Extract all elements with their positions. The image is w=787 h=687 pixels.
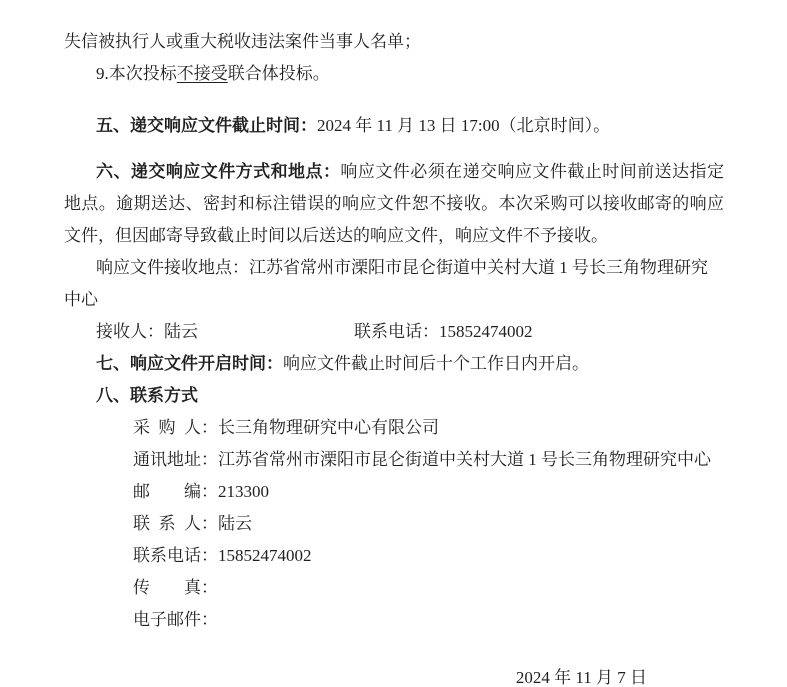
- field-address-label: 通讯地址: [133, 450, 201, 469]
- field-purchaser: [133, 412, 724, 444]
- section8-heading: 八、联系方式: [96, 386, 198, 405]
- field-contact-person: [133, 508, 724, 540]
- receiver-group: [96, 316, 354, 348]
- section5-heading: 五、递交响应文件截止时间：: [96, 116, 317, 135]
- section6-heading: 六、递交响应文件方式和地点：: [96, 162, 341, 181]
- field-postcode-label: 邮编: [133, 482, 201, 501]
- field-contact-phone-value: 15852474002: [218, 546, 312, 565]
- section7-line: [64, 348, 724, 380]
- section5-deadline-line: [64, 110, 724, 142]
- field-colon: ：: [201, 546, 218, 565]
- field-colon: ：: [201, 514, 218, 533]
- field-email-label: 电子邮件: [133, 610, 201, 629]
- consortium-prefix: 9.本次投标: [96, 64, 177, 83]
- contact-fields: [64, 412, 724, 636]
- section7-text: 响应文件截止时间后十个工作日内开启。: [283, 354, 589, 373]
- field-purchaser-label: 采购人: [133, 418, 201, 437]
- receive-location-line: [64, 252, 724, 316]
- field-address: [133, 444, 724, 476]
- field-colon: ：: [201, 482, 218, 501]
- consortium-suffix: 联合体投标。: [227, 64, 330, 83]
- field-contact-phone: [133, 540, 724, 572]
- consortium-line: [64, 58, 724, 90]
- field-colon: ：: [201, 450, 218, 469]
- receiver-value: 陆云: [164, 322, 198, 341]
- field-address-value: 江苏省常州市溧阳市昆仑街道中关村大道 1 号长三角物理研究中心: [218, 450, 711, 469]
- field-email: [133, 604, 724, 636]
- field-purchaser-value: 长三角物理研究中心有限公司: [218, 418, 439, 437]
- document-date: 2024 年 11 月 7 日: [515, 668, 647, 687]
- receive-location-label: 响应文件接收地点：: [96, 258, 249, 277]
- section7-heading: 七、响应文件开启时间：: [96, 354, 283, 373]
- field-contact-phone-label: 联系电话: [133, 546, 201, 565]
- blacklist-line: 失信被执行人或重大税收违法案件当事人名单；: [64, 32, 421, 51]
- section6-body-text: 响应文件必须在递交响应文件截止时间前送达指定地点。逾期送达、密封和标注错误的响应文件恕不接收。本次采购可以接收邮寄的响应文件，但因邮寄导致截止时间以后送达的响应文件，响应文件不予接收。: [64, 162, 725, 245]
- field-fax-label: 传真: [133, 578, 201, 597]
- receiver-phone-label: 联系电话：: [354, 322, 439, 341]
- field-colon: ：: [201, 610, 218, 629]
- field-contact-person-label: 联系人: [133, 514, 201, 533]
- field-fax: [133, 572, 724, 604]
- receiver-label: 接收人：: [96, 322, 164, 341]
- section6-paragraph: [64, 156, 724, 252]
- receiver-phone-value: 15852474002: [439, 322, 533, 341]
- field-postcode: [133, 476, 724, 508]
- consortium-underlined-text: 不接受: [176, 64, 228, 83]
- receive-location-value: 江苏省常州市溧阳市昆仑街道中关村大道 1 号长三角物理研究中心: [64, 258, 708, 309]
- field-contact-person-value: 陆云: [218, 514, 252, 533]
- field-postcode-value: 213300: [218, 482, 269, 501]
- field-colon: ：: [201, 578, 218, 597]
- section5-deadline-value: 2024 年 11 月 13 日 17:00（北京时间）。: [317, 116, 611, 135]
- receiver-line: [64, 316, 724, 348]
- field-colon: ：: [201, 418, 218, 437]
